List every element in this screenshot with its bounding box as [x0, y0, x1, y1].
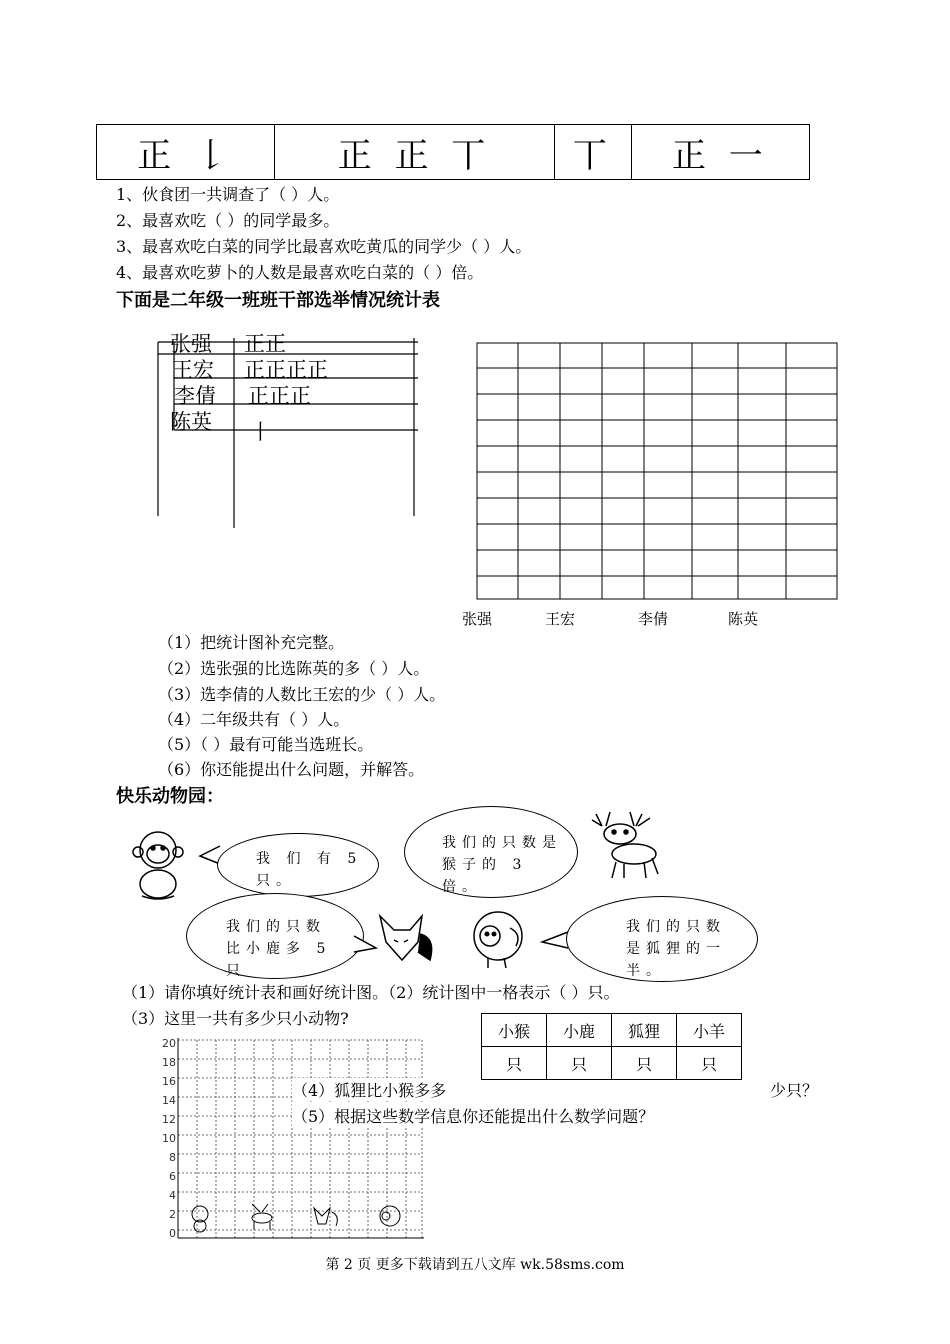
animal-unit: 只 [677, 1047, 742, 1080]
y-tick: 18 [162, 1056, 176, 1069]
y-tick: 16 [162, 1075, 176, 1088]
bubble-text: 我 们 有 5 只。 [256, 851, 363, 889]
animal-header: 小羊 [677, 1014, 742, 1047]
tally-cell: 丅 [554, 125, 631, 180]
question: 1、伙食团一共调查了（ ）人。 [116, 185, 340, 204]
y-tick: 2 [169, 1208, 176, 1221]
y-tick: 20 [162, 1037, 176, 1050]
animal-unit: 只 [482, 1047, 547, 1080]
section-title: 快乐动物园： [116, 786, 224, 807]
vote-tally: 正正正正 [244, 358, 328, 382]
question: （3）这里一共有多少只小动物? [122, 1009, 349, 1028]
question: （1）请你填好统计表和画好统计图。（2）统计图中一格表示（ ）只。 [122, 983, 620, 1002]
animal-header: 狐狸 [612, 1014, 677, 1047]
question: （1）把统计图补充完整。 [158, 633, 345, 652]
question: （4）狐狸比小猴多多 [292, 1078, 446, 1101]
bubble-text: 我们的只数是狐狸的一半。 [626, 919, 726, 979]
vote-tally: 正正 [244, 332, 286, 356]
grid-label: 李倩 [638, 610, 669, 628]
question: 2、最喜欢吃（ ）的同学最多。 [116, 211, 340, 230]
empty-chart-grid [476, 342, 840, 604]
y-tick: 6 [169, 1170, 176, 1183]
sheep-icon [466, 906, 530, 970]
animal-chart-grid [150, 1032, 434, 1248]
vote-tally: 丨 [250, 420, 271, 444]
y-tick: 4 [169, 1189, 176, 1202]
animal-unit: 只 [612, 1047, 677, 1080]
y-axis-ticks [152, 1034, 176, 1243]
vote-name: 张强 [170, 332, 212, 356]
page-footer: 第 2 页 更多下载请到五八文库 wk.58sms.com [325, 1257, 625, 1273]
y-tick: 8 [169, 1151, 176, 1164]
question: （2）选张强的比选陈英的多（ ）人。 [158, 659, 430, 678]
y-tick: 12 [162, 1113, 176, 1126]
tally-cell: 正 一 [631, 125, 809, 180]
vote-name: 李倩 [174, 384, 216, 408]
question: 4、最喜欢吃萝卜的人数是最喜欢吃白菜的（ ）倍。 [116, 263, 484, 282]
grid-label: 陈英 [728, 610, 759, 628]
question: （5）（ ）最有可能当选班长。 [158, 735, 374, 754]
question: （3）选李倩的人数比王宏的少（ ）人。 [158, 685, 446, 704]
question: （4）二年级共有（ ）人。 [158, 710, 350, 729]
bubble-text: 我们的只数是猴子的 3 倍。 [442, 835, 562, 895]
vote-tally: 正正正 [248, 384, 311, 408]
bubble-text: 我们的只数比小鹿多 5 只 [226, 919, 332, 979]
fox-icon [374, 912, 438, 970]
question: （6）你还能提出什么问题，并解答。 [158, 760, 425, 779]
tally-cell: 正 𠄌 [97, 125, 275, 180]
grid-label: 张强 [462, 610, 493, 628]
monkey-icon [128, 826, 188, 902]
tally-table [96, 124, 810, 180]
y-tick: 14 [162, 1094, 176, 1107]
animal-unit: 只 [547, 1047, 612, 1080]
deer-icon [584, 808, 670, 882]
tally-cell: 正 正 丅 [275, 125, 555, 180]
animal-table [481, 1013, 742, 1080]
animal-header: 小鹿 [547, 1014, 612, 1047]
question: 少只？ [770, 1081, 819, 1100]
section-title: 下面是二年级一班班干部选举情况统计表 [116, 290, 440, 311]
question: 3、最喜欢吃白菜的同学比最喜欢吃黄瓜的同学少（ ）人。 [116, 237, 532, 256]
bubble-tail [352, 934, 378, 956]
animal-header: 小猴 [482, 1014, 547, 1047]
y-tick: 10 [162, 1132, 176, 1145]
grid-label: 王宏 [545, 610, 576, 628]
mini-animal-icons [192, 1204, 400, 1232]
vote-name: 陈英 [170, 410, 212, 434]
question: （5）根据这些数学信息你还能提出什么数学问题？ [292, 1104, 654, 1127]
vote-name: 王宏 [172, 358, 214, 382]
y-tick: 0 [169, 1227, 176, 1240]
